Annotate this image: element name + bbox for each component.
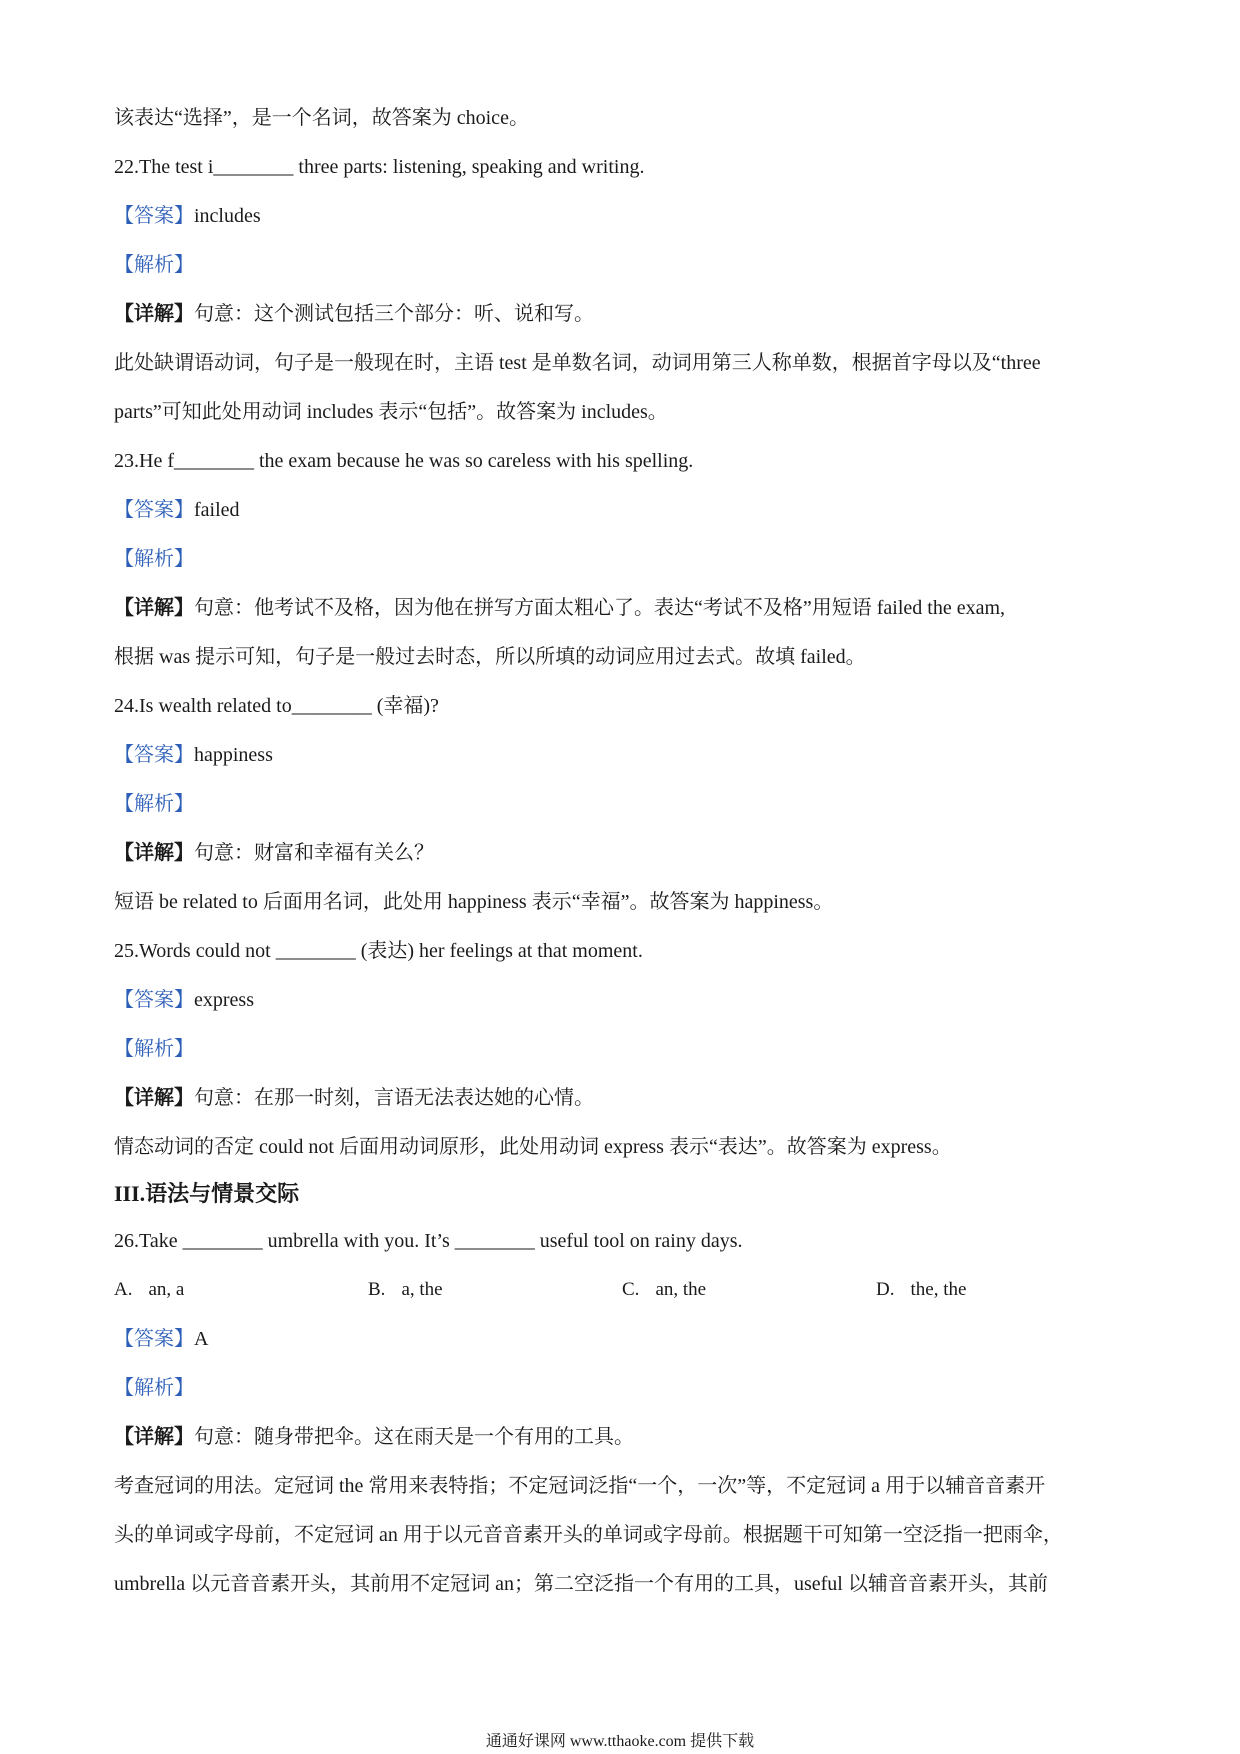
explanation-text: 此处缺谓语动词，句子是一般现在时，主语 test 是单数名词，动词用第三人称单数，根据首字母以及“three [114,352,1041,374]
option-c [622,1276,706,1304]
answer-value: failed [194,499,240,521]
analysis-row [114,1035,1128,1063]
explanation-text: 头的单词或字母前，不定冠词 an 用于以元音音素开头的单词或字母前。根据题干可知第一空泛指一把雨伞， [114,1524,1063,1546]
analysis-row [114,251,1128,279]
page-footer: 通通好课网 www.tthaoke.com 提供下载 [485,1733,755,1750]
detail-text: 句意：随身带把伞。这在雨天是一个有用的工具。 [194,1426,634,1448]
option-text: an, a [148,1279,185,1300]
explanation-text: 根据 was 提示可知，句子是一般过去时态，所以所填的动词应用过去式。故填 failed。 [114,646,866,668]
option-text: a, the [401,1279,443,1300]
question-23: 23.He f________ the exam because he was so careless with his spelling. [114,450,694,472]
explanation-text: 情态动词的否定 could not 后面用动词原形，此处用动词 express 表示“表达”。故答案为 express。 [114,1136,952,1158]
answer-tag: 【答案】 [114,205,194,227]
answer-row [114,986,1128,1014]
question-22: 22.The test i________ three parts: listening, speaking and writing. [114,156,645,178]
analysis-tag: 【解析】 [114,1038,194,1060]
answer-row [114,1325,1128,1353]
option-letter: C. [622,1279,640,1300]
answer-tag: 【答案】 [114,499,194,521]
detail-tag: 【详解】 [114,303,194,325]
detail-row [114,300,1128,328]
option-d [876,1276,966,1304]
detail-text: 句意：在那一时刻，言语无法表达她的心情。 [194,1087,594,1109]
explanation-text: 短语 be related to 后面用名词，此处用 happiness 表示“幸福”。故答案为 happiness。 [114,891,834,913]
option-letter: D. [876,1279,895,1300]
answer-row [114,741,1128,769]
explanation-text: 该表达“选择”，是一个名词，故答案为 choice。 [114,107,529,129]
answer-value: A [194,1328,209,1350]
option-b [368,1276,443,1304]
answer-row [114,202,1128,230]
answer-tag: 【答案】 [114,989,194,1011]
detail-tag: 【详解】 [114,597,194,619]
analysis-tag: 【解析】 [114,548,194,570]
analysis-row [114,545,1128,573]
detail-tag: 【详解】 [114,1087,194,1109]
detail-row [114,839,1128,867]
detail-text: 句意：这个测试包括三个部分：听、说和写。 [194,303,594,325]
question-26: 26.Take ________ umbrella with you. It’s ________ useful tool on rainy days. [114,1230,743,1252]
detail-row [114,1084,1128,1112]
detail-tag: 【详解】 [114,1426,194,1448]
analysis-row [114,790,1128,818]
option-text: an, the [655,1279,707,1300]
answer-row [114,496,1128,524]
analysis-tag: 【解析】 [114,793,194,815]
detail-tag: 【详解】 [114,842,194,864]
option-a [114,1276,184,1304]
explanation-text: parts”可知此处用动词 includes 表示“包括”。故答案为 includes。 [114,401,668,423]
answer-tag: 【答案】 [114,744,194,766]
answer-value: happiness [194,744,273,766]
question-25: 25.Words could not ________ (表达) her feelings at that moment. [114,940,643,962]
answer-value: express [194,989,254,1011]
detail-text: 句意：他考试不及格，因为他在拼写方面太粗心了。表达“考试不及格”用短语 failed the exam, [194,597,1006,619]
explanation-text: umbrella 以元音音素开头，其前用不定冠词 an；第二空泛指一个有用的工具，useful 以辅音音素开头，其前 [114,1573,1048,1595]
explanation-text: 考查冠词的用法。定冠词 the 常用来表特指；不定冠词泛指“一个，一次”等，不定冠词 a 用于以辅音音素开 [114,1475,1046,1497]
question-24: 24.Is wealth related to________ (幸福)? [114,695,439,717]
answer-value: includes [194,205,261,227]
option-text: the, the [910,1279,967,1300]
option-letter: B. [368,1279,386,1300]
analysis-row [114,1374,1128,1402]
option-letter: A. [114,1279,133,1300]
analysis-tag: 【解析】 [114,1377,194,1399]
detail-text: 句意：财富和幸福有关么？ [194,842,434,864]
detail-row [114,594,1128,622]
detail-row [114,1423,1128,1451]
answer-tag: 【答案】 [114,1328,194,1350]
analysis-tag: 【解析】 [114,254,194,276]
section-heading: III.语法与情景交际 [114,1181,300,1206]
